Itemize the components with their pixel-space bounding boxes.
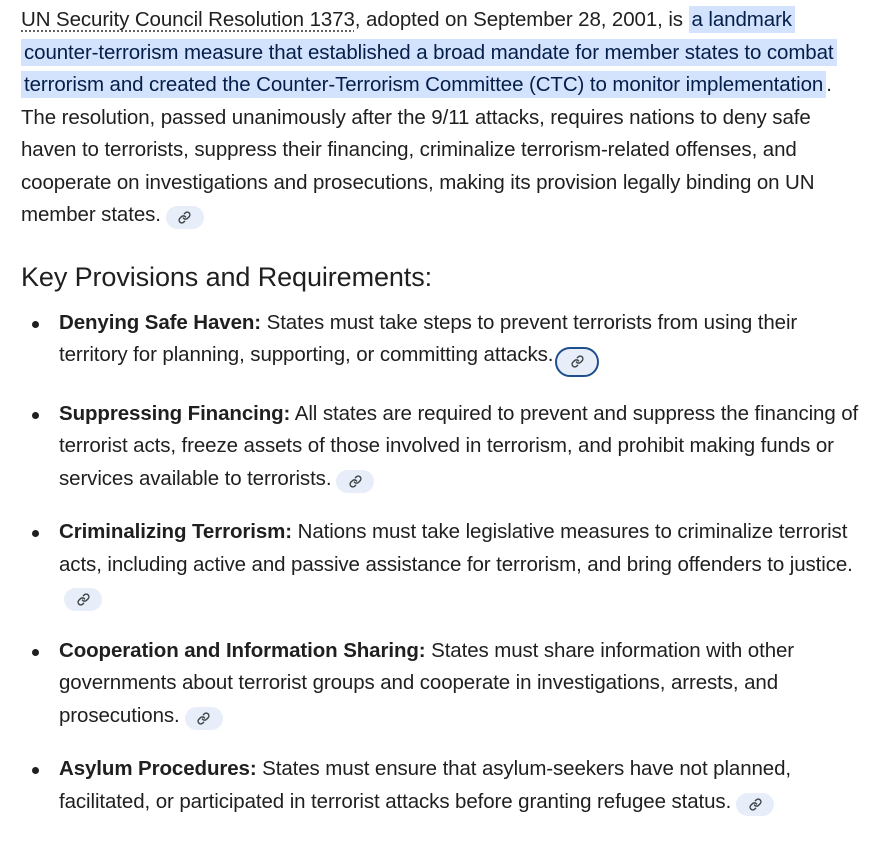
section-heading: Key Provisions and Requirements: — [21, 261, 433, 292]
provision-title: Asylum Procedures: — [59, 757, 257, 780]
list-item — [21, 307, 866, 377]
intro-text: , adopted on September 28, 2001, is — [354, 8, 689, 31]
source-link-button[interactable] — [555, 347, 599, 377]
link-icon — [77, 593, 90, 606]
intro-paragraph — [21, 4, 866, 232]
term-link[interactable]: UN Security Council Resolution 1373 — [21, 8, 355, 31]
list-item — [21, 635, 866, 733]
bullet-icon — [32, 530, 39, 537]
source-link-button[interactable] — [336, 470, 374, 493]
provision-title: Cooperation and Information Sharing: — [59, 638, 426, 662]
provision-text: All states are required to prevent and suppress the financing of terrorist acts, freeze assets of those involved in terrorism, and prohibit making funds or services available to terrorists. — [59, 401, 859, 490]
source-link-button[interactable] — [185, 707, 223, 730]
provision-text: Nations must take legislative measures to criminalize terrorist acts, including active and passive assistance for terrorism, and bring offenders to justice. — [59, 520, 853, 576]
list-item — [21, 398, 866, 496]
highlighted-text: a landmark counter-terrorism measure that established a broad mandate for member states to combat terrorism and created the Counter-Terrorism Committee (CTC) to monitor implementation — [21, 6, 837, 98]
list-item — [21, 753, 866, 818]
provision-title: Suppressing Financing: — [59, 401, 291, 425]
link-icon — [349, 475, 362, 488]
provision-text: States must take steps to prevent terrorists from using their territory for planning, supporting, or committing attacks. — [59, 310, 798, 366]
source-link-button[interactable] — [736, 793, 774, 816]
source-link-button[interactable] — [166, 206, 204, 229]
source-link-button[interactable] — [64, 588, 102, 611]
provision-text: States must ensure that asylum-seekers have not planned, facilitated, or participated in terrorist attacks before granting refugee status. — [59, 757, 792, 813]
bullet-icon — [32, 649, 39, 656]
provision-title: Criminalizing Terrorism: — [59, 520, 293, 543]
bullet-icon — [32, 321, 39, 328]
bullet-icon — [32, 412, 39, 419]
provision-title: Denying Safe Haven: — [59, 310, 262, 334]
link-icon — [749, 798, 762, 811]
link-icon — [178, 211, 191, 224]
provisions-list — [21, 307, 866, 819]
bullet-icon — [32, 767, 39, 774]
link-icon — [571, 355, 584, 368]
list-item — [21, 516, 866, 614]
provision-text: States must share information with other governments about terrorist groups and cooperate in investigations, arrests, and prosecutions. — [59, 638, 795, 727]
intro-text-continued: . The resolution, passed unanimously after the 9/11 attacks, requires nations to deny safe haven to terrorists, suppress their financing, criminalize terrorism-related offenses, and cooperate on investigations and prosecutions, making its provision legally binding on UN member states. — [21, 73, 832, 226]
link-icon — [197, 712, 210, 725]
